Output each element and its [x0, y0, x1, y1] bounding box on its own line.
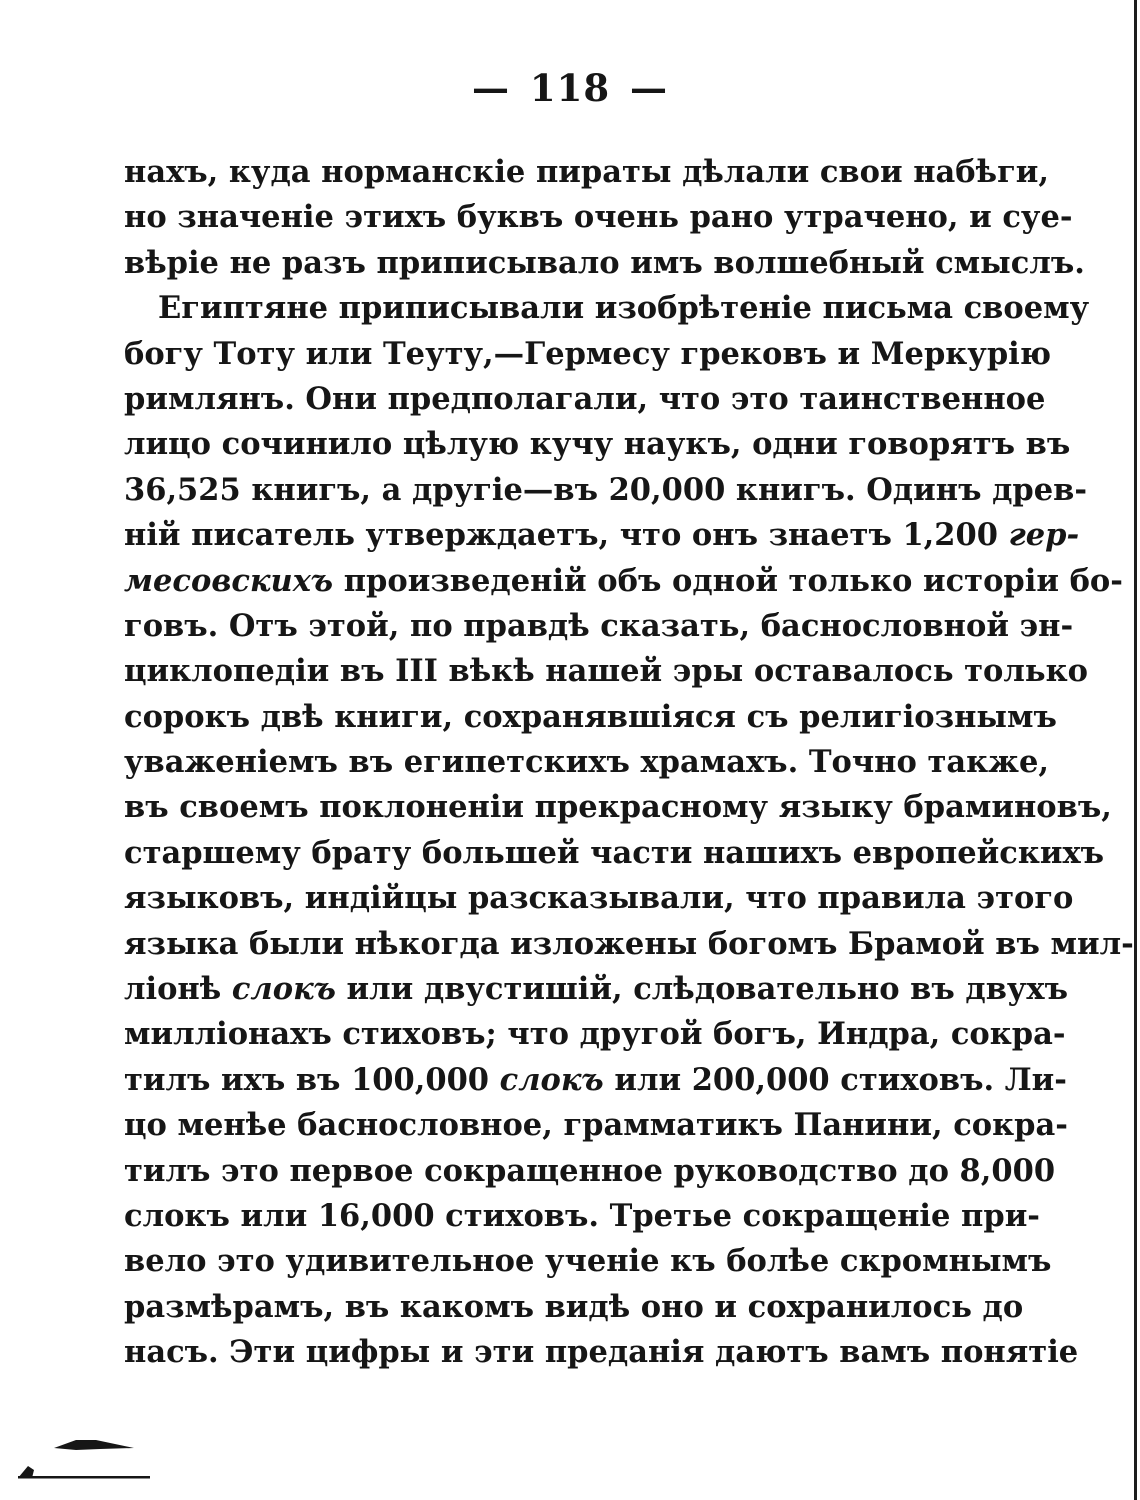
text-line — [124, 150, 1050, 195]
text-line — [124, 649, 1088, 694]
text-run: ліонѣ — [124, 971, 232, 1008]
text-run: римлянъ. Они предполагали, что это таинственное — [124, 380, 1046, 417]
text-line — [124, 1012, 1066, 1057]
text-line — [124, 695, 1057, 740]
printers-mark-icon — [16, 1434, 156, 1484]
page-number: — 118 — — [472, 66, 668, 110]
text-run: вело это удивительное ученіе къ болѣе скромнымъ — [124, 1243, 1052, 1280]
text-run: языковъ, индійцы разсказывали, что правила этого — [124, 880, 1074, 917]
text-line — [124, 559, 1123, 604]
text-line — [124, 1149, 1056, 1194]
text-line — [124, 377, 1046, 422]
text-run: говъ. Отъ этой, по правдѣ сказать, баснословной эн- — [124, 607, 1074, 644]
text-run: 36,525 книгъ, а другіе—въ 20,000 книгъ. Одинъ древ- — [124, 471, 1087, 508]
text-run: ній писатель утверждаетъ, что онъ знаетъ 1,200 — [124, 517, 1009, 554]
italic-term: месовскихъ — [124, 562, 334, 599]
text-line — [124, 785, 1112, 830]
text-line — [124, 967, 1069, 1012]
text-line — [124, 195, 1073, 240]
page-edge-rule — [1134, 0, 1137, 1500]
text-run: уваженіемъ въ египетскихъ храмахъ. Точно также, — [124, 744, 1049, 781]
text-line — [124, 1285, 1024, 1330]
text-run: но значеніе этихъ буквъ очень рано утрачено, и суе- — [124, 199, 1073, 236]
text-run: милліонахъ стиховъ; что другой богъ, Индра, сокра- — [124, 1016, 1066, 1053]
text-run: цо менѣе баснословное, грамматикъ Панини, сокра- — [124, 1107, 1068, 1144]
text-run: циклопедіи въ III вѣкѣ нашей эры оставалось только — [124, 653, 1088, 690]
italic-term: слокъ — [499, 1061, 604, 1098]
text-line — [124, 1330, 1079, 1375]
text-line — [124, 422, 1071, 467]
text-run: лицо сочинило цѣлую кучу наукъ, одни говорятъ въ — [124, 426, 1071, 463]
text-line — [124, 1103, 1068, 1148]
text-run: нахъ, куда норманскіе пираты дѣлали свои набѣги, — [124, 154, 1050, 190]
italic-term: гер- — [1008, 517, 1080, 554]
text-line — [124, 332, 1052, 377]
text-line — [124, 604, 1074, 649]
text-run: сорокъ двѣ книги, сохранявшіяся съ религіознымъ — [124, 698, 1057, 735]
text-line — [124, 831, 1105, 876]
text-run: вѣріе не разъ приписывало имъ волшебный смыслъ. — [124, 244, 1085, 281]
text-run: Египтяне приписывали изобрѣтеніе письма своему — [158, 290, 1090, 327]
text-run: слокъ или 16,000 стиховъ. Третье сокращеніе при- — [124, 1197, 1040, 1234]
text-line — [124, 1194, 1040, 1239]
text-line — [124, 922, 1134, 967]
text-line — [124, 740, 1049, 785]
text-run: въ своемъ поклоненіи прекрасному языку браминовъ, — [124, 789, 1112, 826]
text-run: богу Тоту или Теуту,—Гермесу грековъ и Меркурію — [124, 335, 1052, 372]
text-run: старшему брату большей части нашихъ европейскихъ — [124, 834, 1105, 871]
text-line — [124, 876, 1074, 921]
text-run: или двустишій, слѣдовательно въ двухъ — [335, 971, 1069, 1008]
text-run: или 200,000 стиховъ. Ли- — [603, 1061, 1067, 1098]
text-line — [124, 513, 1080, 558]
text-run: тилъ ихъ въ 100,000 — [124, 1061, 500, 1098]
text-line — [124, 286, 1090, 331]
text-run: языка были нѣкогда изложены богомъ Брамой въ мил- — [124, 925, 1134, 962]
body-text — [124, 150, 1134, 1376]
text-line — [124, 468, 1087, 513]
text-run: произведеній объ одной только исторіи бо- — [333, 562, 1123, 599]
text-run: насъ. Эти цифры и эти преданія даютъ вамъ понятіе — [124, 1334, 1079, 1371]
text-line — [124, 241, 1085, 286]
italic-term: слокъ — [231, 971, 336, 1008]
text-line — [124, 1239, 1052, 1284]
text-line — [124, 1058, 1067, 1103]
text-run: тилъ это первое сокращенное руководство до 8,000 — [124, 1152, 1056, 1189]
text-run: размѣрамъ, въ какомъ видѣ оно и сохранилось до — [124, 1288, 1024, 1325]
